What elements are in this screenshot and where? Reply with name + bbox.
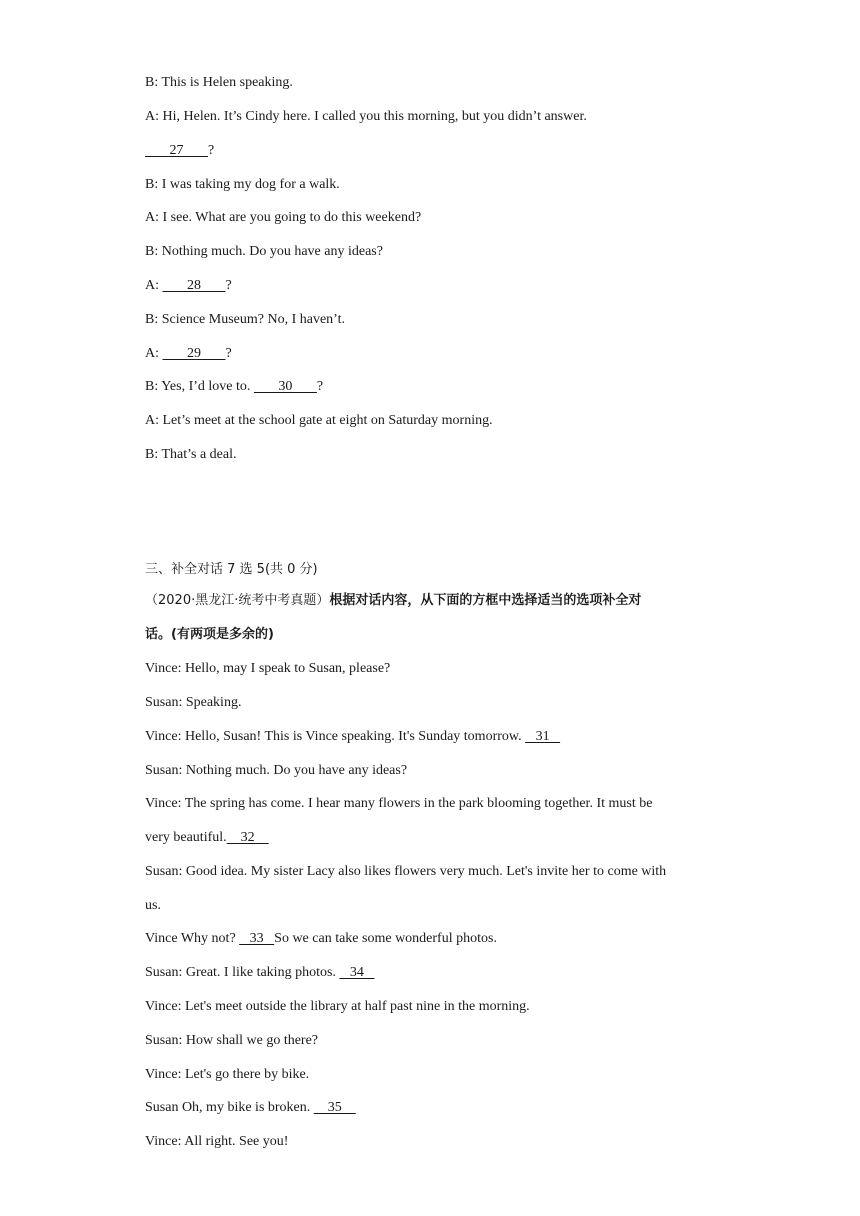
- instruction-text: 话。(有两项是多余的): [145, 627, 274, 642]
- line-text: A: Let’s meet at the school gate at eight on Saturday morning.: [145, 413, 493, 428]
- section-instruction: [145, 626, 274, 644]
- dialogue-line: [145, 829, 269, 847]
- answer-blank-28[interactable]: 28: [162, 278, 226, 293]
- dialogue-line: [145, 762, 407, 780]
- dialogue-line: [145, 345, 232, 363]
- dialogue-line: [145, 1032, 318, 1050]
- line-text: Vince: Let's go there by bike.: [145, 1067, 310, 1082]
- answer-blank-27[interactable]: 27: [145, 143, 208, 158]
- dialogue-line: [145, 446, 237, 464]
- line-text: A:: [145, 278, 163, 293]
- dialogue-line: [145, 74, 293, 92]
- line-text: ?: [208, 143, 215, 158]
- dialogue-line: [145, 863, 666, 881]
- dialogue-line: [145, 998, 530, 1016]
- line-text: A:: [145, 346, 163, 361]
- line-text: Vince: Hello, may I speak to Susan, please?: [145, 661, 391, 676]
- answer-blank-32[interactable]: 32: [226, 830, 269, 845]
- line-text: Vince Why not?: [145, 931, 240, 946]
- line-text: B: This is Helen speaking.: [145, 75, 293, 90]
- line-text: So we can take some wonderful photos.: [274, 931, 497, 946]
- line-text: Susan: Great. I like taking photos.: [145, 965, 340, 980]
- answer-blank-35[interactable]: 35: [313, 1100, 356, 1115]
- line-text: us.: [145, 898, 161, 913]
- dialogue-line: [145, 243, 383, 261]
- line-text: Susan: Good idea. My sister Lacy also likes flowers very much. Let's invite her to come with: [145, 864, 667, 879]
- dialogue-line: [145, 694, 241, 712]
- dialogue-line: [145, 1099, 356, 1117]
- line-text: A: I see. What are you going to do this weekend?: [145, 210, 422, 225]
- dialogue-line: [145, 311, 345, 329]
- line-text: B: Science Museum? No, I haven’t.: [145, 312, 345, 327]
- dialogue-line: [145, 412, 493, 430]
- line-text: Vince: Hello, Susan! This is Vince speaking. It's Sunday tomorrow.: [145, 729, 526, 744]
- dialogue-line: [145, 728, 560, 746]
- dialogue-line: [145, 795, 652, 813]
- line-text: A: Hi, Helen. It’s Cindy here. I called you this morning, but you didn’t answer.: [145, 109, 587, 124]
- line-text: B: That’s a deal.: [145, 447, 237, 462]
- line-text: Vince: All right. See you!: [145, 1134, 289, 1149]
- line-text: Susan: Nothing much. Do you have any ideas?: [145, 763, 408, 778]
- answer-blank-31[interactable]: 31: [525, 729, 561, 744]
- dialogue-line: [145, 897, 161, 915]
- line-text: Vince: The spring has come. I hear many flowers in the park blooming together. It must be: [145, 796, 653, 811]
- answer-blank-30[interactable]: 30: [253, 379, 317, 394]
- instruction-text: 根据对话内容，从下面的方框中选择适当的选项补全对: [329, 593, 642, 608]
- dialogue-line: [145, 660, 390, 678]
- dialogue-line: [145, 142, 214, 160]
- line-text: ?: [316, 379, 324, 394]
- line-text: very beautiful.: [145, 830, 227, 845]
- answer-blank-33[interactable]: 33: [239, 931, 275, 946]
- dialogue-line: [145, 930, 497, 948]
- section-heading: 三、补全对话 7 选 5(共 0 分): [145, 562, 318, 577]
- line-text: ?: [225, 346, 232, 361]
- dialogue-line: [145, 1066, 309, 1084]
- line-text: Vince: Let's meet outside the library at half past nine in the morning.: [145, 999, 530, 1014]
- line-text: B: I was taking my dog for a walk.: [145, 177, 340, 192]
- dialogue-line: [145, 277, 232, 295]
- line-text: Susan: How shall we go there?: [145, 1033, 319, 1048]
- dialogue-line: [145, 176, 340, 194]
- line-text: Susan Oh, my bike is broken.: [145, 1100, 314, 1115]
- line-text: B: Yes, I’d love to.: [145, 379, 254, 394]
- line-text: Susan: Speaking.: [145, 695, 242, 710]
- dialogue-line: [145, 964, 374, 982]
- source-note: （2020·黑龙江·统考中考真题）: [145, 593, 330, 608]
- dialogue-line: [145, 209, 421, 227]
- dialogue-line: [145, 378, 323, 396]
- section-instruction: [145, 592, 641, 610]
- line-text: B: Nothing much. Do you have any ideas?: [145, 244, 383, 259]
- dialogue-line: [145, 108, 587, 126]
- dialogue-line: [145, 1133, 288, 1151]
- answer-blank-29[interactable]: 29: [162, 346, 226, 361]
- line-text: ?: [225, 278, 232, 293]
- answer-blank-34[interactable]: 34: [339, 965, 375, 980]
